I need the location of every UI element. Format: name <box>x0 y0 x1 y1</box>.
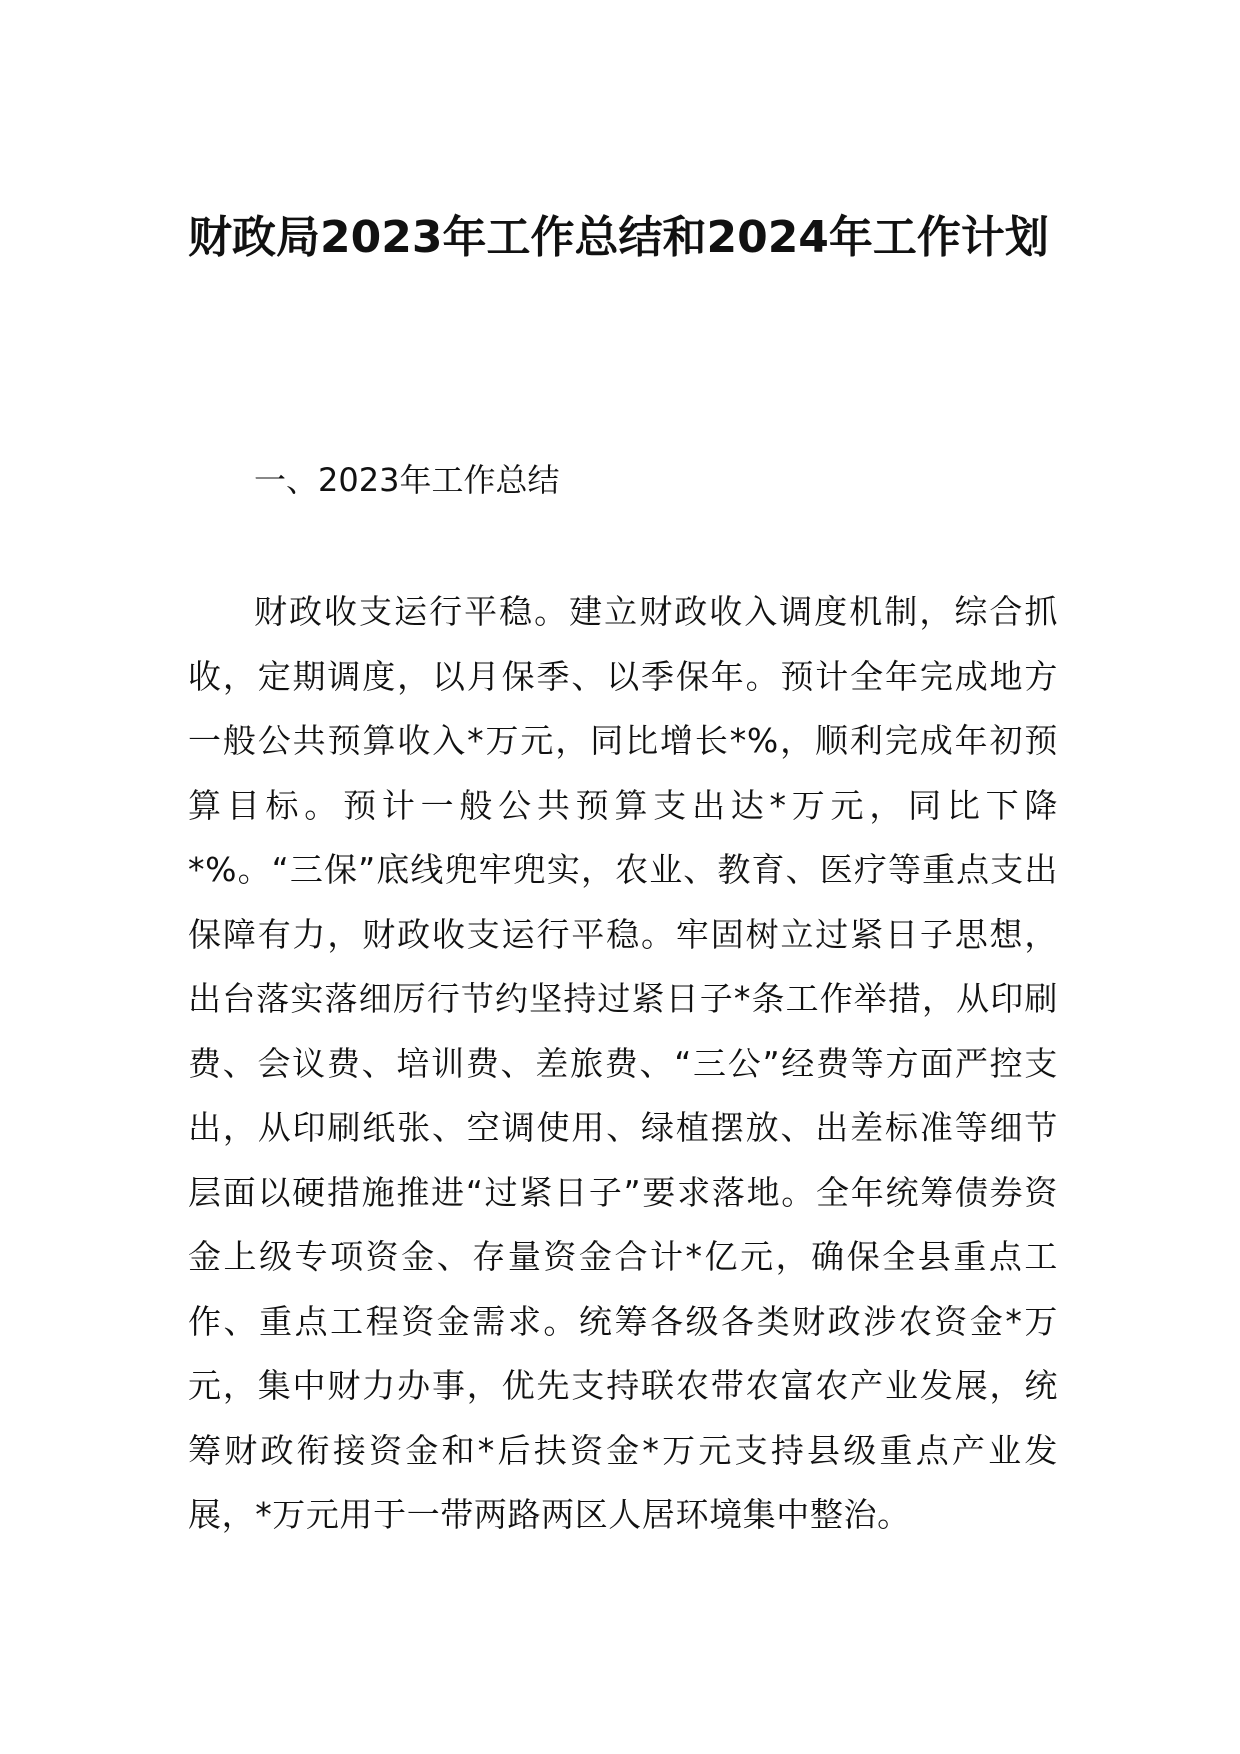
body-paragraph: 财政收支运行平稳。建立财政收入调度机制，综合抓收，定期调度，以月保季、以季保年。预计全年完成地方一般公共预算收入*万元，同比增长*%，顺利完成年初预算目标。预计一般公共预算支出达*万元，同比下降*%。“三保”底线兜牢兜实，农业、教育、医疗等重点支出保障有力，财政收支运行平稳。牢固树立过紧日子思想，出台落实落细厉行节约坚持过紧日子*条工作举措，从印刷费、会议费、培训费、差旅费、“三公”经费等方面严控支出，从印刷纸张、空调使用、绿植摆放、出差标准等细节层面以硬措施推进“过紧日子”要求落地。全年统筹债券资金上级专项资金、存量资金合计*亿元，确保全县重点工作、重点工程资金需求。统筹各级各类财政涉农资金*万元，集中财力办事，优先支持联农带农富农产业发展，统筹财政衔接资金和*后扶资金*万元支持县级重点产业发展，*万元用于一带两路两区人居环境集中整治。 <box>188 592 1058 1534</box>
section-heading: 一、2023年工作总结 <box>254 461 560 499</box>
document-title: 财政局2023年工作总结和2024年工作计划 <box>188 212 1049 263</box>
